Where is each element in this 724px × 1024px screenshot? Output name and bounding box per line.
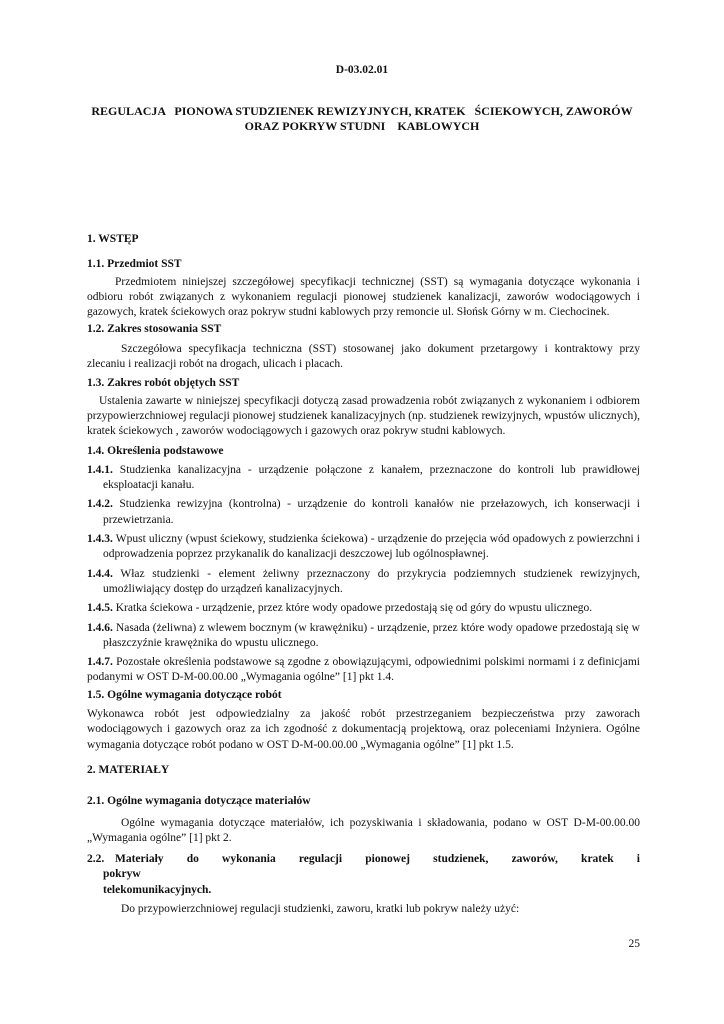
document-title: [80, 104, 644, 134]
definition-item: [87, 601, 640, 616]
heading-word: zaworów,: [511, 853, 558, 866]
definition-item: [87, 497, 640, 528]
section-number: 2.2.: [87, 853, 105, 866]
section-heading-1-5: 1.5. Ogólne wymagania dotyczące robót: [87, 688, 282, 701]
document-title-line-2: ORAZ POKRYW STUDNI KABLOWYCH: [244, 119, 480, 133]
section-heading-2-1: 2.1. Ogólne wymagania dotyczące materiałów: [87, 795, 311, 808]
document-body: [87, 232, 640, 917]
section-heading-2-2-line-3: telekomunikacyjnych.: [103, 883, 212, 896]
definition-text: Kratka ściekowa - urządzenie, przez które wody opadowe przedostają się od góry do wpustu ulicznego.: [115, 602, 593, 615]
section-heading-2: 2. MATERIAŁY: [87, 763, 170, 776]
definition-number: 1.4.5.: [87, 602, 113, 615]
paragraph-1-1: Przedmiotem niniejszej szczegółowej specyfikacji technicznej (SST) są wymagania dotyczące wykonania i odbioru robót związanych z wykonaniem regulacji pionowej studzienek kanalizacji, zaworów wodociągowych i gazowych, kratek ściekowych oraz pokryw studni kablowych przy remoncie ul. Słońsk Górny w m. Ciechocinek.: [87, 275, 640, 319]
heading-word: regulacji: [298, 853, 343, 866]
heading-word: Materiały: [115, 853, 164, 866]
section-heading-1-3: 1.3. Zakres robót objętych SST: [87, 377, 240, 390]
definition-item: [87, 463, 640, 494]
definitions-list: [87, 463, 640, 655]
page-number: 25: [628, 938, 640, 950]
definition-text: Studzienka kanalizacyjna - urządzenie połączone z kanałem, przeznaczone do kontroli lub prawidłowej eksploatacji kanału.: [103, 463, 640, 492]
definition-text: Właz studzienki - element żeliwny przeznaczony do przykrycia podziemnych studzienek rewizyjnych, umożliwiający dostęp do urządzeń kanalizacyjnych.: [103, 567, 641, 595]
definition-item: [87, 621, 640, 652]
section-heading-1-2: 1.2. Zakres stosowania SST: [87, 323, 222, 336]
definition-item: [87, 532, 640, 563]
section-heading-words: [115, 852, 640, 867]
paragraph-2-1: Ogólne wymagania dotyczące materiałów, ich pozyskiwania i składowania, podano w OST D-M-00.00.00 „Wymagania ogólne” [1] pkt 2.: [87, 816, 640, 844]
section-heading-1-1: 1.1. Przedmiot SST: [87, 258, 182, 271]
definition-1-4-7: [87, 655, 640, 686]
definition-text: Nasada (żeliwna) z wlewem bocznym (w krawężniku) - urządzenie, przez które wody opadowe przedostają się w płaszczyźnie krawężnika do wpustu ulicznego.: [103, 621, 640, 649]
paragraph-1-5: Wykonawca robót jest odpowiedzialny za jakość robót przestrzeganiem bezpieczeństwa przy zaworach wodociągowych i gazowych oraz za ich zgodność z dokumentacją projektową, oraz poleceniami Inżyniera. Ogólne wymagania dotyczące robót podano w OST D-M-00.00.00 „Wymagania ogólne” [1] pkt 1.5.: [87, 708, 640, 751]
heading-word: do: [186, 853, 199, 866]
heading-word: studzienek,: [433, 853, 489, 866]
definition-number: 1.4.2.: [87, 498, 113, 511]
paragraph-2-2: Do przypowierzchniowej regulacji studzienki, zaworu, kratki lub pokryw należy użyć:: [121, 902, 520, 915]
heading-word: i: [636, 853, 640, 866]
definition-number: 1.4.4.: [87, 567, 113, 580]
heading-word: wykonania: [222, 853, 276, 866]
heading-word: pionowej: [365, 853, 410, 866]
definition-number: 1.4.7.: [87, 656, 113, 669]
heading-word: kratek: [581, 853, 614, 866]
definition-number: 1.4.6.: [87, 621, 113, 634]
definition-number: 1.4.3.: [87, 533, 113, 546]
definition-number: 1.4.1.: [87, 463, 113, 476]
definition-text: Studzienka rewizyjna (kontrolna) - urządzenie do kontroli kanałów nie przełazowych, ich konserwacji i przewietrzania.: [103, 498, 640, 526]
section-heading-1: 1. WSTĘP: [87, 233, 139, 245]
document-code: D-03.02.01: [335, 64, 389, 76]
definition-text: Pozostałe określenia podstawowe są zgodne z obowiązującymi, odpowiednimi polskimi normami i z definicjami podanymi w OST D-M-00.00.00 „Wymagania ogólne” [1] pkt 1.4.: [87, 656, 640, 684]
section-heading-2-2-line-2: pokryw: [103, 868, 141, 881]
definition-text: Wpust uliczny (wpust ściekowy, studzienka ściekowa) - urządzenie do przejęcia wód opadowych z powierzchni i odprowadzenia poprzez przykanalik do kanalizacji deszczowej lub ogólnospławnej.: [103, 533, 640, 561]
section-heading-1-4: 1.4. Określenia podstawowe: [87, 444, 224, 457]
definition-item: [87, 567, 640, 598]
paragraph-1-2: Szczegółowa specyfikacja techniczna (SST) stosowanej jako dokument przetargowy i kontraktowy przy zlecaniu i realizacji robót na drogach, ulicach i placach.: [87, 342, 640, 371]
document-title-line-1: REGULACJA PIONOWA STUDZIENEK REWIZYJNYCH, KRATEK ŚCIEKOWYCH, ZAWORÓW: [91, 104, 633, 118]
section-heading-2-2: [87, 852, 640, 867]
paragraph-1-3: Ustalenia zawarte w niniejszej specyfikacji dotyczą zasad prowadzenia robót związanych z wykonaniem i odbiorem przypowierzchniowej regulacji pionowej studzienek kanalizacyjnych (np. studzienek rewizyjnych, wpustów ulicznych), kratek ściekowych , zaworów wodociągowych i gazowych oraz pokryw studni kablowych.: [87, 394, 640, 438]
